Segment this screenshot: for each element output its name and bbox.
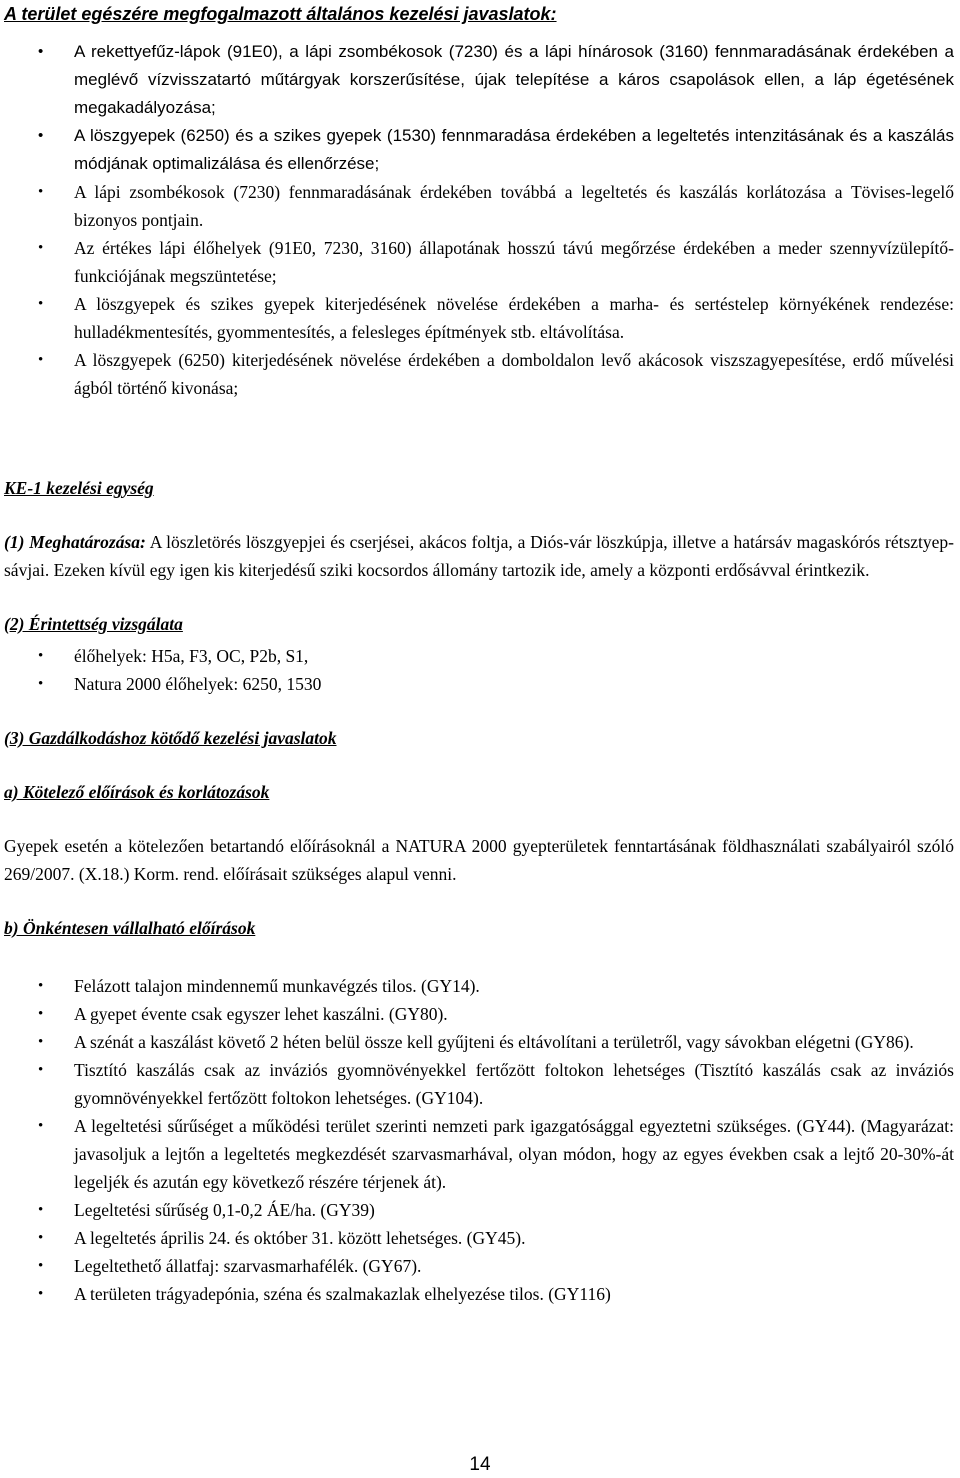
definition-text: A löszletörés löszgyepjei és cserjései, akácos foltja, a Diós-vár löszkúpja, illetve a határsáv magaskórós rétsztyep-sávjai. Ezeken kívül egy igen kis kiterjedésű sziki kocsordos állomány tartozik ide, amely a központi erdősávval érintkezik. <box>4 532 954 580</box>
document-page <box>4 0 954 1308</box>
affected-list <box>4 642 954 698</box>
list-item: • élőhelyek: H5a, F3, OC, P2b, S1, <box>4 642 954 670</box>
voluntary-heading: b) Önkéntesen vállalható előírások <box>4 918 256 938</box>
list-item: • Felázott talajon mindennemű munkavégzés tilos. (GY14). <box>4 972 954 1000</box>
list-item: • A löszgyepek és szikes gyepek kiterjedésének növelése érdekében a marha- és sertéstelep környékének rendezése: hulladékmentesítés, gyommentesítés, a felesleges építmények stb. eltávolítása. <box>4 290 954 346</box>
list-item: • A területen trágyadepónia, széna és szalmakazlak elhelyezése tilos. (GY116) <box>4 1280 954 1308</box>
list-item: • A löszgyepek (6250) és a szikes gyepek (1530) fennmaradása érdekében a legeltetés intenzitásának és a kaszálás módjának optimalizálása és ellenőrzése; <box>4 122 954 178</box>
affected-heading: (2) Érintettség vizsgálata <box>4 614 183 634</box>
list-item: • A rekettyefűz-lápok (91E0), a lápi zsombékosok (7230) és a lápi hínárosok (3160) fennmaradásának érdekében a meglévő vízvisszatartó műtárgyak korszerűsítése, újak telepítése a káros csapolások ellen, a láp égetésének megakadályozása; <box>4 38 954 122</box>
general-heading: A terület egészére megfogalmazott általános kezelési javaslatok: <box>4 4 557 24</box>
list-item: • A gyepet évente csak egyszer lehet kaszálni. (GY80). <box>4 1000 954 1028</box>
list-item: • Legeltetési sűrűség 0,1-0,2 ÁE/ha. (GY39) <box>4 1196 954 1224</box>
definition-label: (1) Meghatározása: <box>4 532 146 552</box>
list-item: • Tisztító kaszálás csak az inváziós gyomnövényekkel fertőzött foltokon lehetséges (Tisztító kaszálás csak az inváziós gyomnövényekkel fertőzött foltokon lehetséges. (GY104). <box>4 1056 954 1112</box>
mgmt-heading: (3) Gazdálkodáshoz kötődő kezelési javaslatok <box>4 728 337 748</box>
list-item: • Natura 2000 élőhelyek: 6250, 1530 <box>4 670 954 698</box>
page-number: 14 <box>469 1454 491 1475</box>
list-item: • Legeltethető állatfaj: szarvasmarhafélék. (GY67). <box>4 1252 954 1280</box>
list-item: • A legeltetési sűrűséget a működési terület szerinti nemzeti park igazgatósággal egyeztetni szükséges. (GY44). (Magyarázat: javasoljuk a lejtőn a legeltetés megkezdését szarvasmarhával, olyan módon, hogy az egyes években csak a lejtő 20-30%-át legeljék és azután egy következő részére térjenek át). <box>4 1112 954 1196</box>
mandatory-heading: a) Kötelező előírások és korlátozások <box>4 782 270 802</box>
ke1-heading: KE-1 kezelési egység <box>4 478 154 498</box>
ke1-definition <box>4 528 954 584</box>
list-item: • A löszgyepek (6250) kiterjedésének növelése érdekében a domboldalon levő akácosok viszszagyepesítése, erdő művelési ágból történő kivonása; <box>4 346 954 402</box>
general-list <box>4 38 954 402</box>
mandatory-text: Gyepek esetén a kötelezően betartandó előírásoknál a NATURA 2000 gyepterületek fenntartásának földhasználati szabályairól szóló 269/2007. (X.18.) Korm. rend. előírásait szükséges alapul venni. <box>4 836 954 884</box>
list-item: • A szénát a kaszálást követő 2 héten belül össze kell gyűjteni és eltávolítani a területről, vagy sávokban elégetni (GY86). <box>4 1028 954 1056</box>
list-item: • A lápi zsombékosok (7230) fennmaradásának érdekében továbbá a legeltetés és kaszálás korlátozása a Tövises-legelő bizonyos pontjain. <box>4 178 954 234</box>
list-item: • Az értékes lápi élőhelyek (91E0, 7230, 3160) állapotának hosszú távú megőrzése érdekében a meder szennyvízülepítő-funkciójának megszüntetése; <box>4 234 954 290</box>
voluntary-list <box>4 972 954 1308</box>
list-item: • A legeltetés április 24. és október 31. között lehetséges. (GY45). <box>4 1224 954 1252</box>
